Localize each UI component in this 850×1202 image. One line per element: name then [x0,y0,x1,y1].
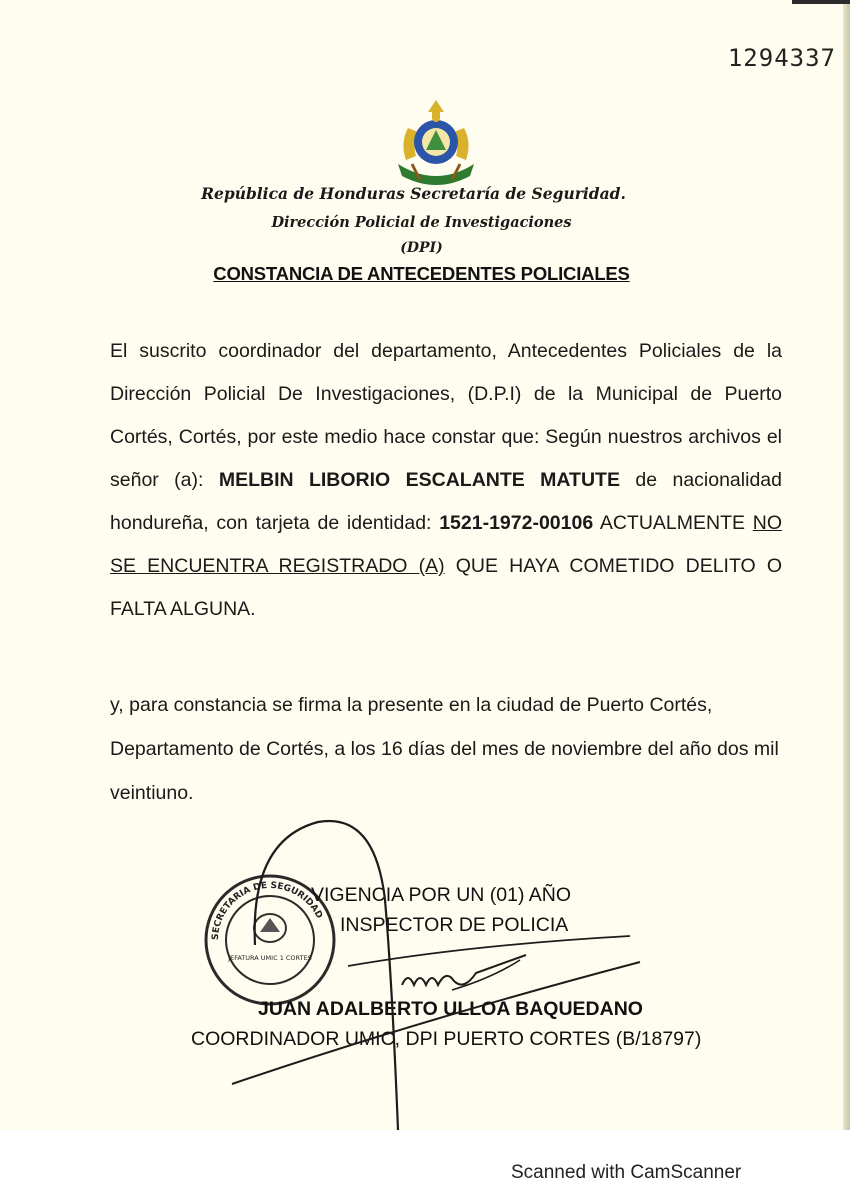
closing-day: 16 [380,738,403,760]
document-title: CONSTANCIA DE ANTECEDENTES POLICIALES [213,263,630,284]
page-edge [843,0,850,1130]
header-directorate: Dirección Policial de Investigaciones [271,214,572,231]
signer-position: COORDINADOR UMIC, DPI PUERTO CORTES (B/18797) [191,1028,702,1050]
status-suffix: QUE HAYA COMETIDO DELITO O FALTA ALGUNA. [110,555,782,620]
status-prefix: ACTUALMENTE [593,512,753,534]
signer-name: JUAN ADALBERTO ULLOA BAQUEDANO [258,998,643,1020]
status-underlined: NO SE ENCUENTRA REGISTRADO (A) [110,512,782,577]
scanner-watermark: Scanned with CamScanner [511,1162,742,1183]
header-republic: República de Honduras Secretaría de Seguridad. [201,184,626,203]
scan-edge [792,0,850,4]
person-name: MELBIN LIBORIO ESCALANTE MATUTE [218,469,620,491]
inspector-line: INSPECTOR DE POLICIA [340,914,569,936]
coat-of-arms-icon [386,98,486,190]
certificate-body [110,330,782,631]
nationality-text: de nacionalidad hondureña, con tarjeta de identidad: [110,469,782,534]
id-number: 1521-1972-00106 [439,512,594,534]
validity-line: VIGENCIA POR UN (01) AÑO [311,884,572,906]
header-acronym: (DPI) [400,240,443,256]
serial-number: 1294337 [727,44,836,72]
closing-text-1: y, para constancia se firma la presente en la ciudad de Puerto Cortés, Departamento de Cortés, a los [110,694,713,760]
stamp-center-text: JEFATURA UMIC 1 CORTES [228,954,312,962]
stamp-ring-text: SECRETARIA DE SEGURIDAD [210,880,324,941]
closing-paragraph [110,683,782,815]
closing-text-2: días del mes de noviembre del año dos mil veintiuno. [110,738,779,804]
body-intro: El suscrito coordinador del departamento, Antecedentes Policiales de la Dirección Policial De Investigaciones, (D.P.I) de la Municipal de Puerto Cortés, Cortés, por este medio hace constar que: Según nuestros archivos el señor (a): [110,340,782,491]
